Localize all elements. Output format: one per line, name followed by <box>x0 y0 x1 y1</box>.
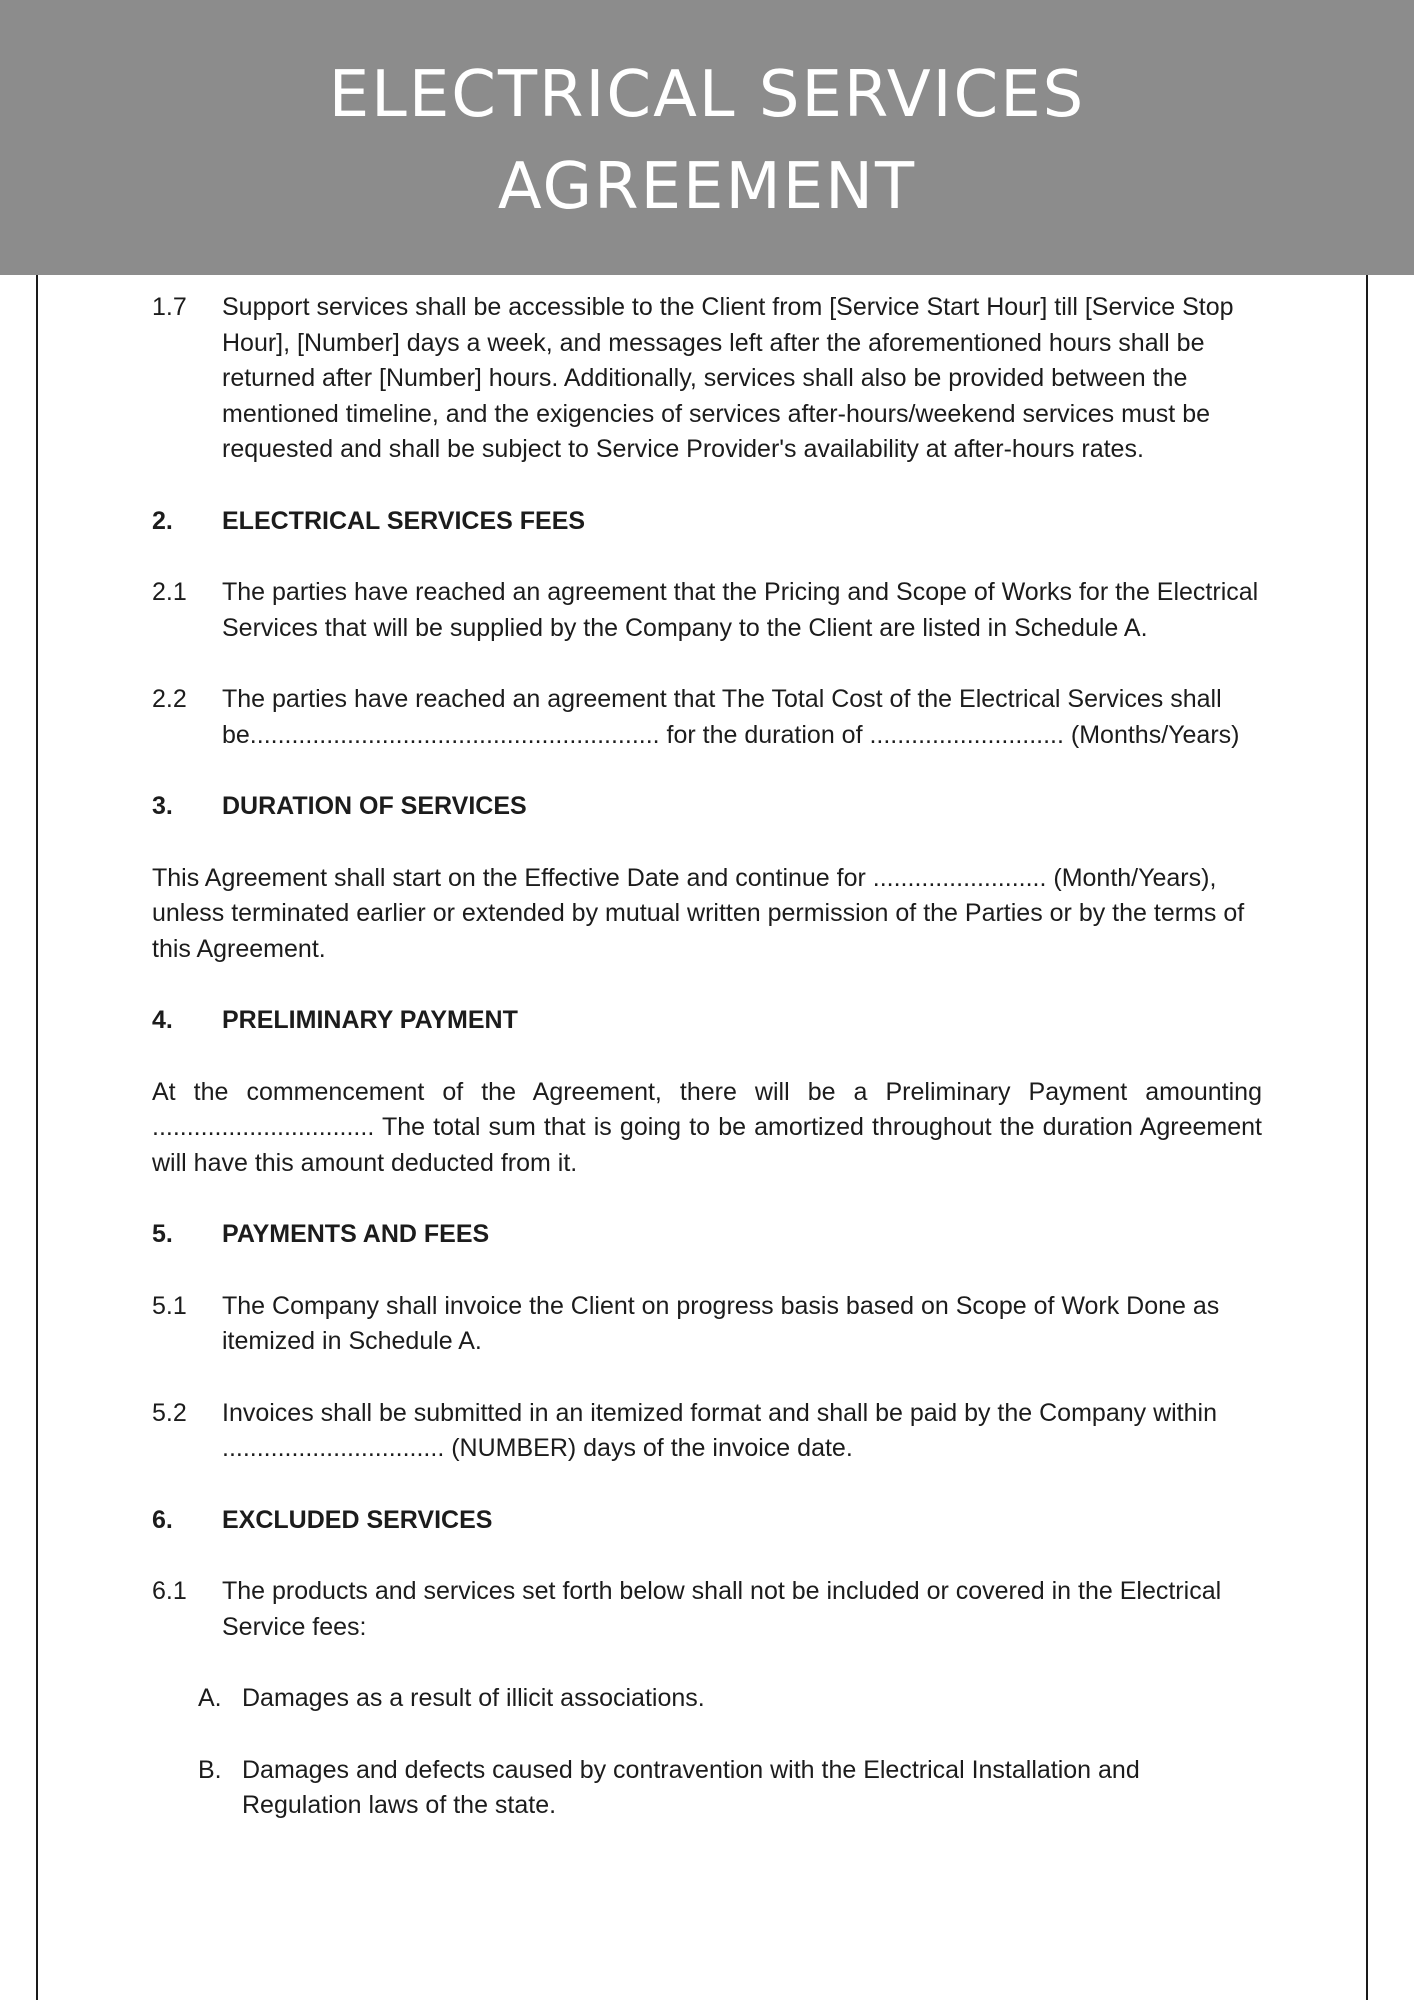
clause-5-2 <box>152 1396 1262 1467</box>
document-body <box>152 290 1262 1860</box>
section-heading-4 <box>152 1003 1262 1039</box>
paragraph-duration: This Agreement shall start on the Effective Date and continue for ......................... (Month/Years), unless terminated earlier or extended by mutual written permission of the Parties or by the terms of this Agreement. <box>152 863 1245 963</box>
section-heading-2 <box>152 504 1262 540</box>
clause-2-2 <box>152 682 1262 753</box>
section-number: 5. <box>152 1220 173 1248</box>
clause-6-1 <box>152 1574 1262 1645</box>
clause-1-7 <box>152 290 1262 468</box>
section-number: 3. <box>152 792 173 820</box>
section-number: 6. <box>152 1505 173 1534</box>
page-border-left <box>36 275 38 2000</box>
clause-number: 5.1 <box>152 1291 187 1320</box>
section-number: 4. <box>152 1006 173 1034</box>
list-item-letter: A. <box>198 1684 222 1712</box>
clause-number: 1.7 <box>152 293 187 321</box>
clause-number: 6.1 <box>152 1577 187 1605</box>
list-item-letter: B. <box>198 1755 222 1784</box>
title-banner <box>0 0 1414 275</box>
section-title: DURATION OF SERVICES <box>222 792 527 820</box>
section-heading-3 <box>152 789 1262 825</box>
banner-title-line-1: ELECTRICAL SERVICES <box>328 58 1086 132</box>
clause-text: The parties have reached an agreement that The Total Cost of the Electrical Services shall be........................................................... for the duration of ............................ (Months/Years) <box>222 685 1240 749</box>
section-title: ELECTRICAL SERVICES FEES <box>222 506 586 535</box>
section-heading-5 <box>152 1217 1262 1253</box>
section-heading-6 <box>152 1503 1262 1539</box>
section-number: 2. <box>152 506 173 535</box>
list-item-text: Damages as a result of illicit associations. <box>242 1684 705 1712</box>
list-item-text: Damages and defects caused by contravention with the Electrical Installation and Regulation laws of the state. <box>242 1755 1140 1819</box>
section-title: EXCLUDED SERVICES <box>222 1505 493 1534</box>
banner-title-line-2: AGREEMENT <box>497 150 917 224</box>
clause-text: The Company shall invoice the Client on progress basis based on Scope of Work Done as itemized in Schedule A. <box>222 1291 1220 1355</box>
clause-text: Support services shall be accessible to the Client from [Service Start Hour] till [Service Stop Hour], [Number] days a week, and messages left after the aforementioned hours shall be returned after [Number] hours. Additionally, services shall also be provided between the mentioned timeline, and the exigencies of services after-hours/weekend services must be requested and shall be subject to Service Provider's availability at after-hours rates. <box>222 293 1234 463</box>
clause-text: The products and services set forth below shall not be included or covered in the Electrical Service fees: <box>222 1577 1222 1641</box>
page-border-right <box>1366 275 1368 2000</box>
section-title: PAYMENTS AND FEES <box>222 1220 490 1248</box>
list-item-a <box>198 1681 1262 1717</box>
section-title: PRELIMINARY PAYMENT <box>222 1006 518 1034</box>
clause-number: 5.2 <box>152 1398 187 1427</box>
clause-text: The parties have reached an agreement that the Pricing and Scope of Works for the Electrical Services that will be supplied by the Company to the Client are listed in Schedule A. <box>222 578 1259 642</box>
clause-number: 2.1 <box>152 578 187 606</box>
clause-5-1 <box>152 1289 1262 1360</box>
paragraph-preliminary-payment: At the commencement of the Agreement, there will be a Preliminary Payment amounting ................................ The total sum that is going to be amortized throughout the duration Agreement will have this amount deducted from it. <box>152 1077 1262 1177</box>
clause-number: 2.2 <box>152 685 187 713</box>
clause-2-1 <box>152 575 1262 646</box>
list-item-b <box>198 1753 1262 1824</box>
clause-text: Invoices shall be submitted in an itemized format and shall be paid by the Company within ................................ (NUMBER) days of the invoice date. <box>222 1398 1217 1462</box>
